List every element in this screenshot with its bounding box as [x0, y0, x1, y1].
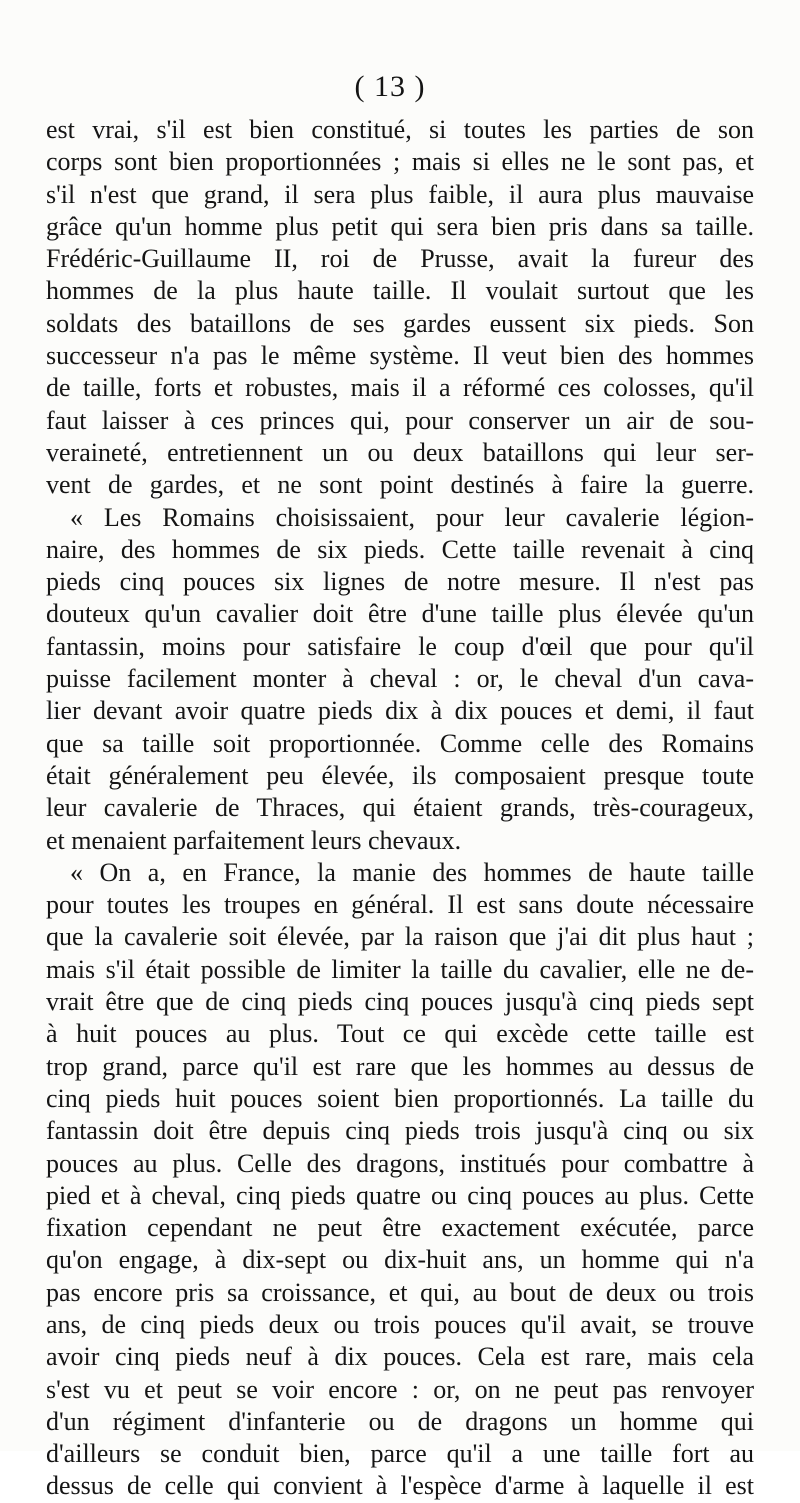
text-line: trop grand, parce qu'il est rare que les hommes au dessus de — [46, 1051, 754, 1081]
text-line: pied et à cheval, cinq pieds quatre ou cinq pouces au plus. Cette — [46, 1180, 754, 1210]
text-line: fantassin doit être depuis cinq pieds trois jusqu'à cinq ou six — [46, 1116, 754, 1146]
text-line: et menaient parfaitement leurs chevaux. — [46, 825, 462, 855]
text-line: cinq pieds huit pouces soient bien proportionnés. La taille du — [46, 1083, 754, 1113]
text-line: dessus de celle qui convient à l'espèce d'arme à laquelle il est — [46, 1471, 754, 1501]
body-text — [46, 114, 754, 1503]
text-line: à huit pouces au plus. Tout ce qui excède cette taille est — [46, 1019, 754, 1049]
text-line: d'ailleurs se conduit bien, parce qu'il a une taille fort au — [46, 1439, 754, 1469]
text-line: faut laisser à ces princes qui, pour conserver un air de sou- — [46, 405, 754, 435]
text-line: fantassin, moins pour satisfaire le coup d'œil que pour qu'il — [46, 631, 754, 661]
text-line: est vrai, s'il est bien constitué, si toutes les parties de son — [46, 115, 754, 144]
text-line: corps sont bien proportionnées ; mais si elles ne le sont pas, et — [46, 147, 754, 177]
text-line: douteux qu'un cavalier doit être d'une taille plus élevée qu'un — [46, 599, 754, 629]
text-line: pieds cinq pouces six lignes de notre mesure. Il n'est pas — [46, 567, 754, 597]
text-line: puisse facilement monter à cheval : or, le cheval d'un cava- — [46, 664, 754, 694]
text-line: grâce qu'un homme plus petit qui sera bien pris dans sa taille. — [46, 211, 754, 241]
text-line: soldats des bataillons de ses gardes eussent six pieds. Son — [46, 308, 754, 338]
text-line: s'est vu et peut se voir encore : or, on ne peut pas renvoyer — [46, 1374, 754, 1404]
text-line: vent de gardes, et ne sont point destinés à faire la guerre. — [46, 470, 754, 500]
text-line: qu'on engage, à dix-sept ou dix-huit ans, un homme qui n'a — [46, 1245, 754, 1275]
text-line: pour toutes les troupes en général. Il est sans doute nécessaire — [46, 890, 754, 920]
text-line: Frédéric-Guillaume II, roi de Prusse, avait la fureur des — [46, 244, 754, 274]
text-line: « Les Romains choisissaient, pour leur cavalerie légion- — [70, 502, 754, 532]
text-line: naire, des hommes de six pieds. Cette taille revenait à cinq — [46, 534, 754, 564]
text-line: pouces au plus. Celle des dragons, institués pour combattre à — [46, 1148, 754, 1178]
text-line: ans, de cinq pieds deux ou trois pouces qu'il avait, se trouve — [46, 1309, 754, 1339]
text-line: que la cavalerie soit élevée, par la raison que j'ai dit plus haut ; — [46, 922, 754, 952]
text-line: hommes de la plus haute taille. Il voulait surtout que les — [46, 276, 754, 306]
text-line: fixation cependant ne peut être exactement exécutée, parce — [46, 1213, 754, 1243]
text-line: mais s'il était possible de limiter la taille du cavalier, elle ne de- — [46, 954, 754, 984]
text-line: pas encore pris sa croissance, et qui, au bout de deux ou trois — [46, 1277, 754, 1307]
text-line: veraineté, entretiennent un ou deux bataillons qui leur ser- — [46, 437, 754, 467]
text-line: était généralement peu élevée, ils composaient presque toute — [46, 760, 754, 790]
text-line: vrait être que de cinq pieds cinq pouces jusqu'à cinq pieds sept — [46, 987, 754, 1017]
text-line: que sa taille soit proportionnée. Comme celle des Romains — [46, 728, 754, 758]
text-line: avoir cinq pieds neuf à dix pouces. Cela est rare, mais cela — [46, 1342, 754, 1372]
text-line: successeur n'a pas le même système. Il veut bien des hommes — [46, 341, 754, 371]
text-line: de taille, forts et robustes, mais il a réformé ces colosses, qu'il — [46, 373, 754, 403]
text-line: lier devant avoir quatre pieds dix à dix pouces et demi, il faut — [46, 696, 754, 726]
text-line: leur cavalerie de Thraces, qui étaient grands, très-courageux, — [46, 793, 754, 823]
page-number: ( 13 ) — [354, 70, 426, 103]
text-line: s'il n'est que grand, il sera plus faible, il aura plus mauvaise — [46, 179, 754, 209]
text-line: « On a, en France, la manie des hommes de haute taille — [70, 857, 754, 887]
text-line: d'un régiment d'infanterie ou de dragons un homme qui — [46, 1406, 754, 1436]
